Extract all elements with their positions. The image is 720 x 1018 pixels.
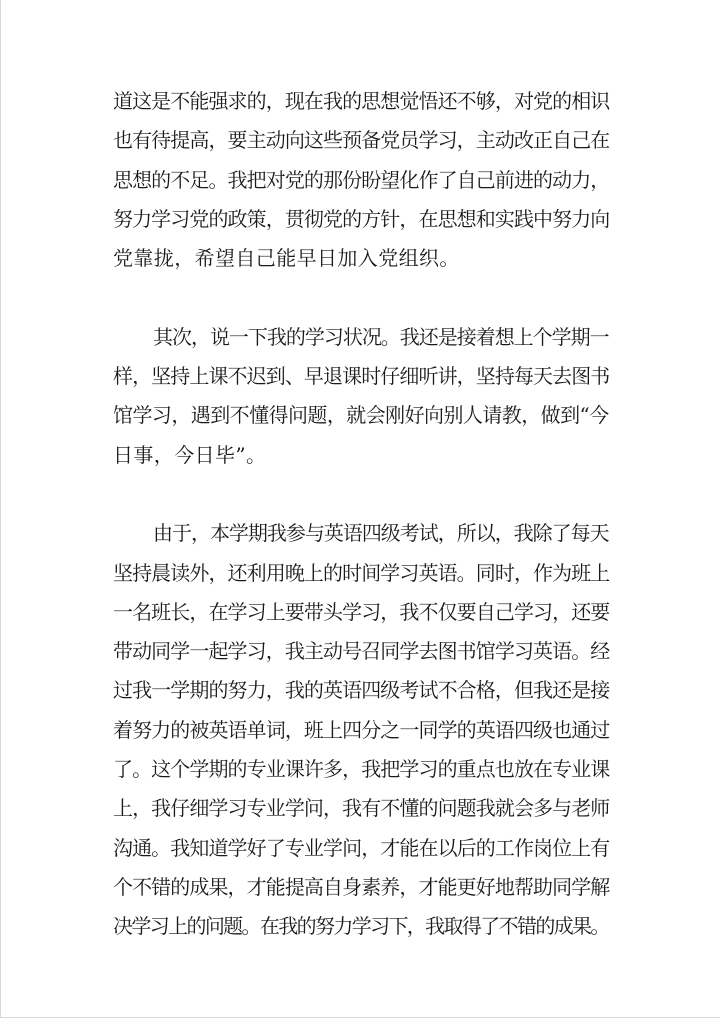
- text-line: 努力学习党的政策，贯彻党的方针，在思想和实践中努力向: [113, 206, 610, 231]
- document-body: [113, 82, 609, 947]
- paragraph-party-thoughts: [113, 82, 609, 278]
- text-line: 馆学习，遇到不懂得问题，就会刚好向别人请教，做到“今: [113, 403, 609, 428]
- text-line: 一名班长，在学习上要带头学习，我不仅要自己学习，还要: [113, 599, 610, 624]
- paragraph-english-study: [113, 514, 609, 946]
- text-line: 日事，今日毕”。: [113, 442, 267, 467]
- text-line: 个不错的成果，才能提高自身素养，才能更好地帮助同学解: [113, 874, 610, 899]
- text-line: 思想的不足。我把对党的那份盼望化作了自己前进的动力，: [113, 167, 610, 192]
- paragraph-study-status: [113, 318, 609, 475]
- text-line: 带动同学一起学习，我主动号召同学去图书馆学习英语。经: [113, 639, 610, 664]
- text-line: 上，我仔细学习专业学问，我有不懂的问题我就会多与老师: [113, 796, 610, 821]
- text-line: 坚持晨读外，还利用晚上的时间学习英语。同时，作为班上: [113, 560, 610, 585]
- text-line: 也有待提高，要主动向这些预备党员学习，主动改正自己在: [113, 128, 610, 153]
- text-line: 过我一学期的努力，我的英语四级考试不合格，但我还是接: [113, 678, 610, 703]
- text-line: 道这是不能强求的，现在我的思想觉悟还不够，对党的相识: [113, 89, 610, 113]
- text-line: 样，坚持上课不迟到、早退课时仔细听讲，坚持每天去图书: [113, 364, 610, 389]
- text-line: 沟通。我知道学好了专业学问，才能在以后的工作岗位上有: [113, 835, 610, 860]
- text-line: 党靠拢，希望自己能早日加入党组织。: [113, 246, 460, 271]
- text-line: 由于，本学期我参与英语四级考试，所以，我除了每天: [153, 521, 609, 546]
- text-line: 决学习上的问题。在我的努力学习下，我取得了不错的成果。: [113, 914, 609, 939]
- text-line: 其次，说一下我的学习状况。我还是接着想上个学期一: [153, 324, 609, 349]
- text-line: 了。这个学期的专业课许多，我把学习的重点也放在专业课: [113, 757, 610, 782]
- text-line: 着努力的被英语单词，班上四分之一同学的英语四级也通过: [113, 717, 610, 742]
